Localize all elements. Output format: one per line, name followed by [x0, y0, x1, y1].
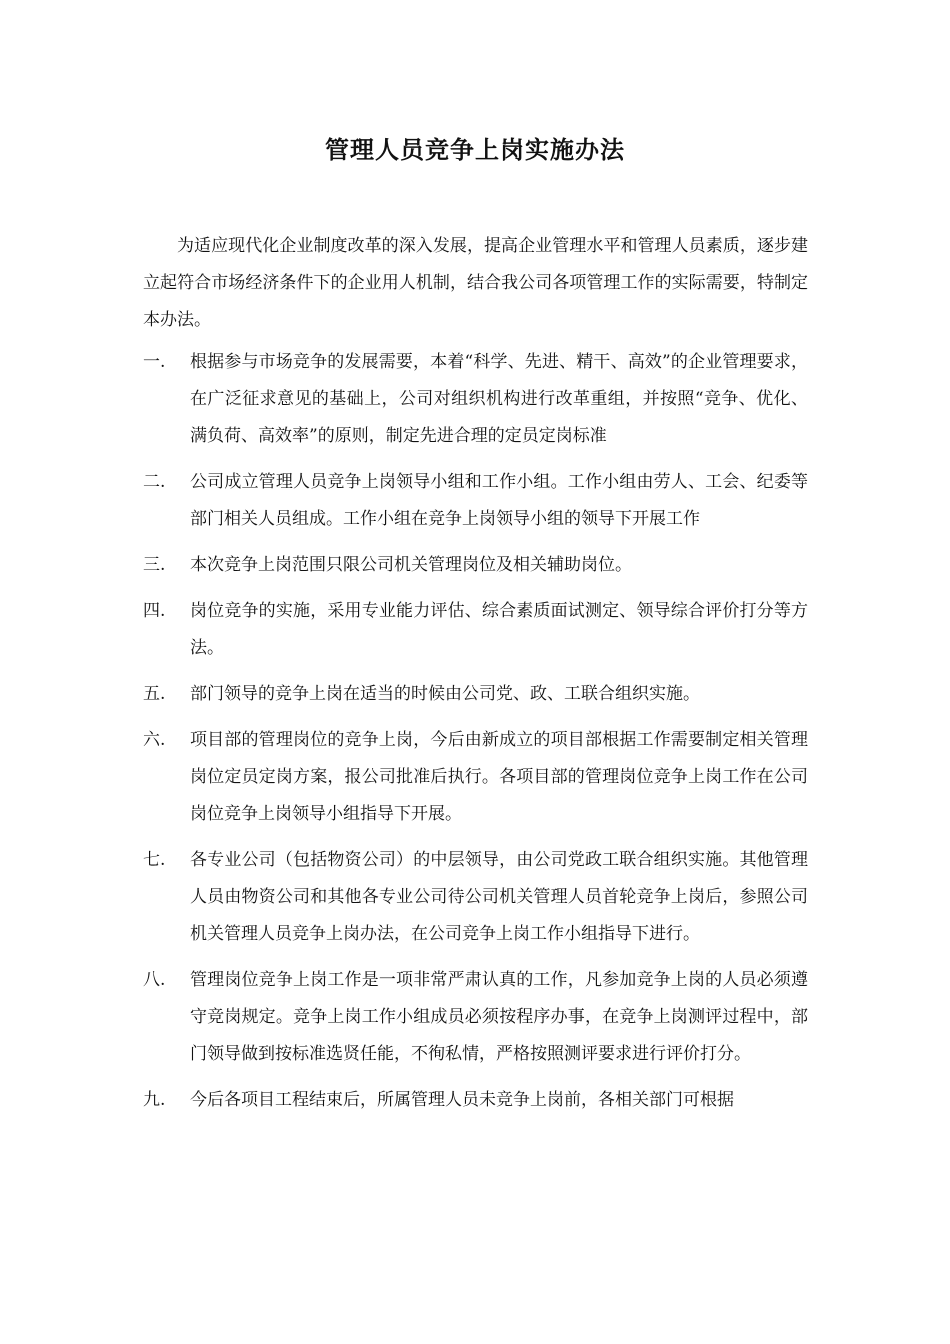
list-item — [143, 464, 808, 538]
item-number: 二. — [143, 472, 166, 492]
item-text: 各专业公司（包括物资公司）的中层领导，由公司党政工联合组织实施。其他管理人员由物资公司和其他各专业公司待公司机关管理人员首轮竞争上岗后，参照公司机关管理人员竞争上岗办法，在公司竞争上岗工作小组指导下进行。 — [190, 850, 808, 944]
page-title: 管理人员竞争上岗实施办法 — [325, 136, 625, 164]
item-text: 项目部的管理岗位的竞争上岗，今后由新成立的项目部根据工作需要制定相关管理岗位定员定岗方案，报公司批准后执行。各项目部的管理岗位竞争上岗工作在公司岗位竞争上岗领导小组指导下开展。 — [190, 730, 808, 824]
item-number: 一. — [143, 352, 166, 372]
item-number: 三. — [143, 555, 166, 575]
item-text: 岗位竞争的实施，采用专业能力评估、综合素质面试测定、领导综合评价打分等方法。 — [190, 601, 808, 658]
item-text: 今后各项目工程结束后，所属管理人员未竞争上岗前，各相关部门可根据 — [190, 1090, 734, 1110]
article-list — [143, 344, 808, 1128]
item-number: 九. — [143, 1090, 166, 1110]
list-item — [143, 722, 808, 833]
item-text: 部门领导的竞争上岗在适当的时候由公司党、政、工联合组织实施。 — [190, 684, 700, 704]
item-text: 根据参与市场竞争的发展需要，本着“科学、先进、精干、高效”的企业管理要求，在广泛征求意见的基础上，公司对组织机构进行改革重组，并按照“竞争、优化、满负荷、高效率”的原则，制定先进合理的定员定岗标准 — [190, 352, 808, 446]
item-number: 五. — [143, 684, 166, 704]
list-item — [143, 547, 808, 584]
list-item — [143, 842, 808, 953]
intro-paragraph: 为适应现代化企业制度改革的深入发展，提高企业管理水平和管理人员素质，逐步建立起符合市场经济条件下的企业用人机制，结合我公司各项管理工作的实际需要，特制定本办法。 — [143, 236, 808, 330]
item-number: 七. — [143, 850, 166, 870]
list-item — [143, 593, 808, 667]
list-item — [143, 962, 808, 1073]
item-number: 四. — [143, 601, 166, 621]
item-number: 八. — [143, 970, 166, 990]
list-item — [143, 344, 808, 455]
list-item — [143, 1082, 808, 1119]
item-text: 本次竞争上岗范围只限公司机关管理岗位及相关辅助岗位。 — [190, 555, 632, 575]
item-text: 管理岗位竞争上岗工作是一项非常严肃认真的工作，凡参加竞争上岗的人员必须遵守竞岗规定。竞争上岗工作小组成员必须按程序办事，在竞争上岗测评过程中，部门领导做到按标准选贤任能，不徇私情，严格按照测评要求进行评价打分。 — [190, 970, 808, 1064]
item-number: 六. — [143, 730, 166, 750]
list-item — [143, 676, 808, 713]
item-text: 公司成立管理人员竞争上岗领导小组和工作小组。工作小组由劳人、工会、纪委等部门相关人员组成。工作小组在竞争上岗领导小组的领导下开展工作 — [190, 472, 808, 529]
